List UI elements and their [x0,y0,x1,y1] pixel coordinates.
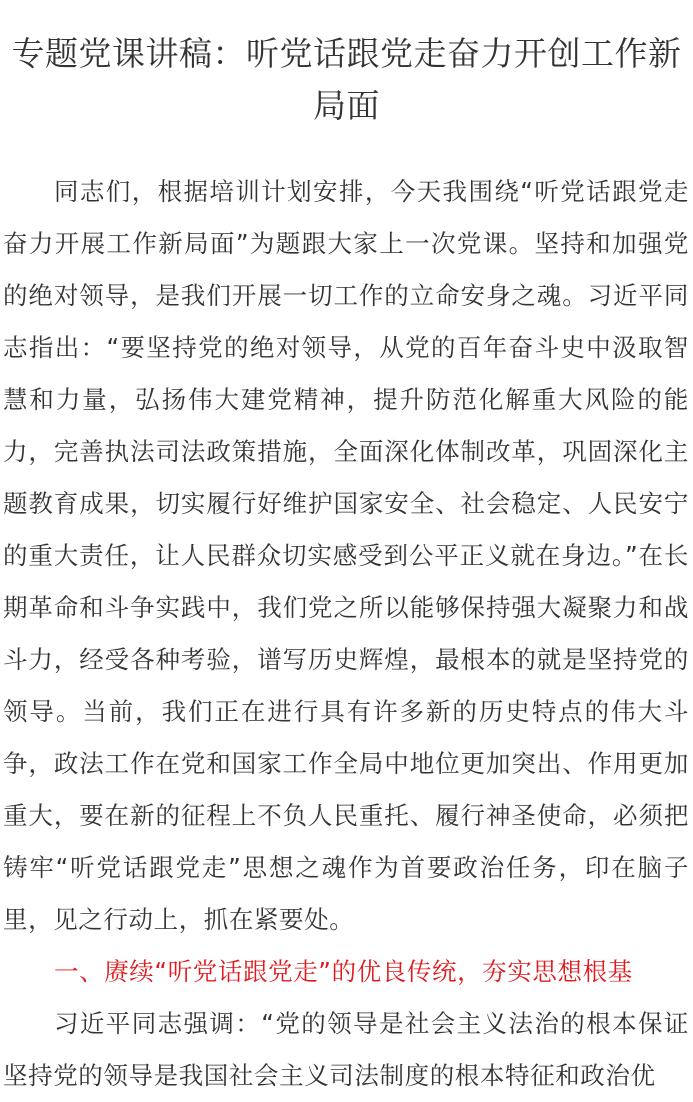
document-title: 专题党课讲稿：听党话跟党走奋力开创工作新局面 [11,34,682,125]
intro-paragraph: 同志们，根据培训计划安排，今天我围绕“听党话跟党走奋力开展工作新局面”为题跟大家上一次党课。坚持和加强党的绝对领导，是我们开展一切工作的立命安身之魂。习近平同志指出：“要坚持党的绝对领导，从党的百年奋斗史中汲取智慧和力量，弘扬伟大建党精神，提升防范化解重大风险的能力，完善执法司法政策措施，全面深化体制改革，巩固深化主题教育成果，切实履行好维护国家安全、社会稳定、人民安宁的重大责任，让人民群众切实感受到公平正义就在身边。”在长期革命和斗争实践中，我们党之所以能够保持强大凝聚力和战斗力，经受各种考验，谱写历史辉煌，最根本的就是坚持党的领导。当前，我们正在进行具有许多新的历史特点的伟大斗争，政法工作在党和国家工作全局中地位更加突出、作用更加重大，要在新的征程上不负人民重托、履行神圣使命，必须把铸牢“听党话跟党走”思想之魂作为首要政治任务，印在脑子里，见之行动上，抓在紧要处。 [3,177,689,934]
document-body [0,166,693,1102]
section-heading: 一、赓续“听党话跟党走”的优良传统，夯实思想根基 [54,957,633,986]
section-paragraph: 习近平同志强调：“党的领导是社会主义法治的根本保证坚持党的领导是我国社会主义司法制度的根本特征和政治优 [3,1009,689,1090]
